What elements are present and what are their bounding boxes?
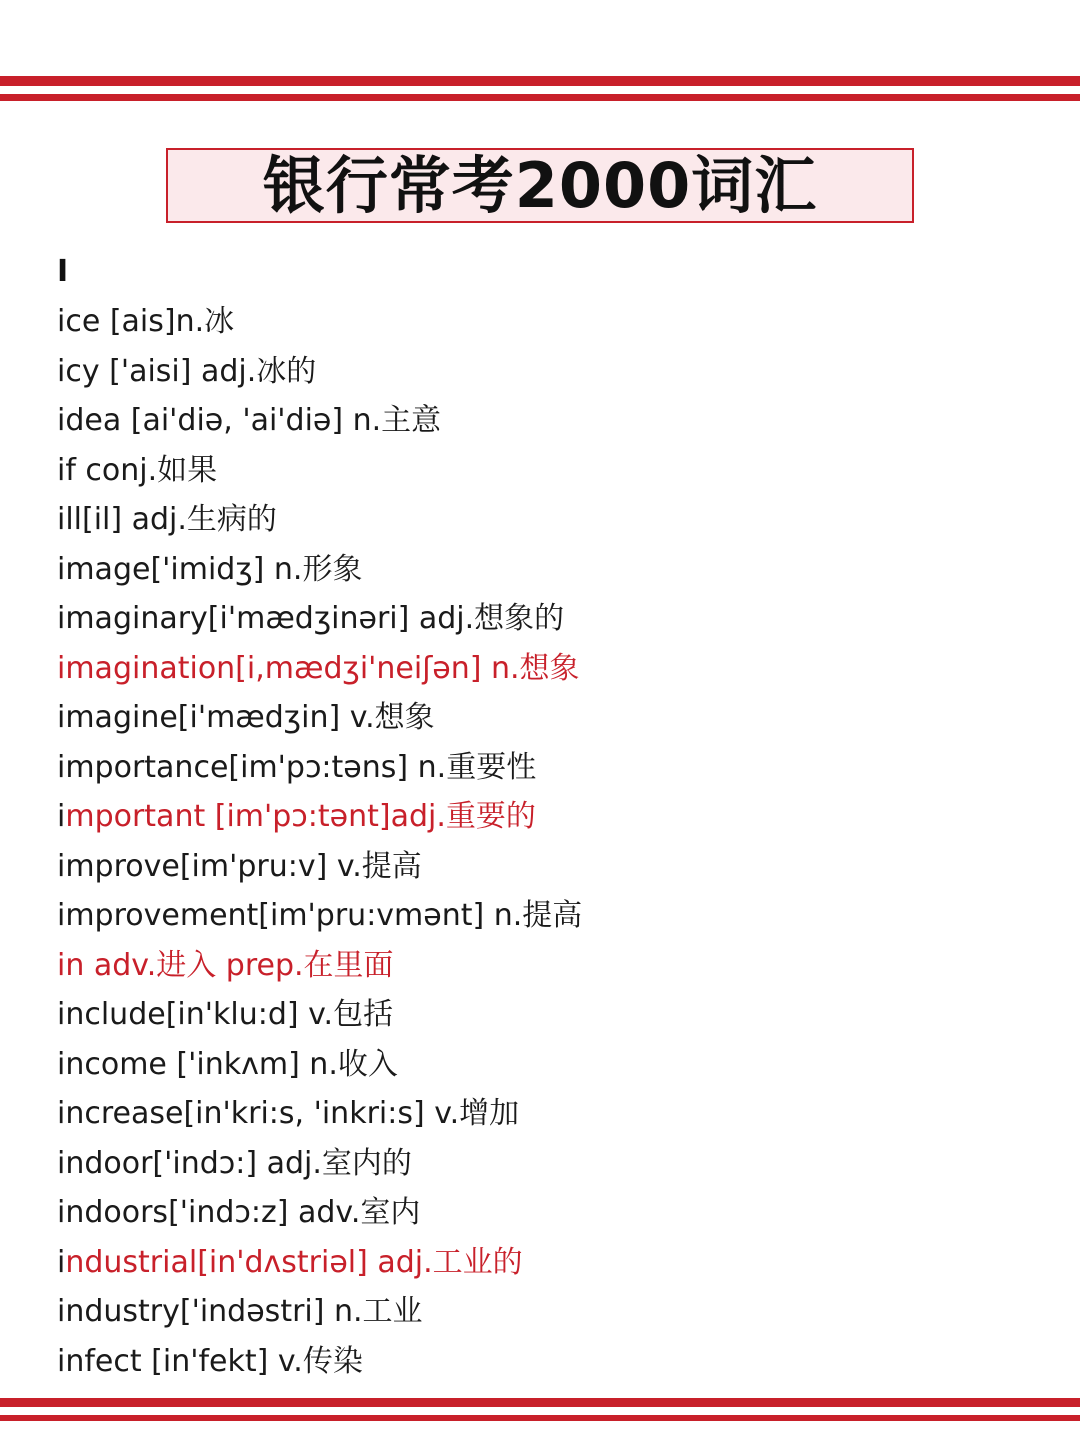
vocab-entry-text: ill[il] adj.生病的 [57,502,277,537]
vocab-entry-text: ice [ais]n.冰 [57,304,235,339]
vocab-entry-lead: i [57,799,66,834]
vocab-entry-text: income ['inkʌm] n.收入 [57,1046,398,1082]
vocab-entry [57,399,1047,449]
vocab-entry [57,449,1047,499]
vocab-entry [57,993,1047,1043]
vocab-entry-text: image['imidʒ] n.形象 [57,551,363,587]
vocab-entry-text: increase[in'kri:s, 'inkri:s] v.增加 [57,1096,520,1131]
vocab-entry [57,1092,1047,1142]
vocab-entry-text: infect [in'fekt] v.传染 [57,1343,363,1379]
vocab-entry-text: if conj.如果 [57,452,218,488]
vocab-entry [57,1290,1047,1340]
vocab-entry-text: improvement[im'pru:vmənt] n.提高 [57,898,583,933]
bottom-red-rule-thin [0,1415,1080,1421]
vocab-entry [57,300,1047,350]
vocab-entry [57,1142,1047,1192]
bottom-red-rule-thick [0,1398,1080,1407]
vocab-entry-text: importance[im'pɔ:təns] n.重要性 [57,749,537,785]
vocab-entry [57,746,1047,796]
vocab-entry-text: industry['indəstri] n.工业 [57,1294,423,1329]
vocab-entry-text: idea [ai'diə, 'ai'diə] n.主意 [57,403,442,438]
vocab-entry-text: in adv.进入 prep.在里面 [57,947,394,983]
vocab-entry [57,498,1047,548]
vocab-entry-text: indoor['indɔ:] adj.室内的 [57,1145,412,1181]
vocab-entry [57,597,1047,647]
top-red-rule-thin [0,94,1080,101]
vocab-entry [57,696,1047,746]
vocab-entry [57,548,1047,598]
vocab-entry [57,845,1047,895]
vocab-entry-text: improve[im'pru:v] v.提高 [57,848,422,884]
vocab-entry-text: include[in'klu:d] v.包括 [57,997,394,1032]
vocab-entry [57,795,1047,845]
vocab-entry-text: imagination[i,mædʒi'neiʃən] n.想象 [57,650,580,686]
vocab-entry [57,1043,1047,1093]
title-banner [166,148,914,223]
vocab-entry-text: imagine[i'mædʒin] v.想象 [57,700,435,735]
vocab-entry-text: imaginary[i'mædʒinəri] adj.想象的 [57,601,565,636]
vocab-entry-lead: i [57,1244,66,1280]
section-letter: I [57,254,69,289]
vocab-entry [57,647,1047,697]
vocab-entry [57,1241,1047,1291]
vocab-entry [57,1340,1047,1390]
top-red-rule-thick [0,76,1080,86]
vocab-entry-text: ndustrial[in'dʌstriəl] adj.工业的 [65,1244,523,1280]
vocab-entry [57,350,1047,400]
vocab-entry-text: indoors['indɔ:z] adv.室内 [57,1195,421,1230]
vocab-entry [57,894,1047,944]
vocabulary-list [57,300,1047,1389]
vocab-entry-text: icy ['aisi] adj.冰的 [57,353,317,389]
vocab-entry [57,944,1047,994]
vocab-entry [57,1191,1047,1241]
page-title: 银行常考2000词汇 [262,148,818,222]
vocab-entry-text: mportant [im'pɔ:tənt]adj.重要的 [65,799,536,834]
